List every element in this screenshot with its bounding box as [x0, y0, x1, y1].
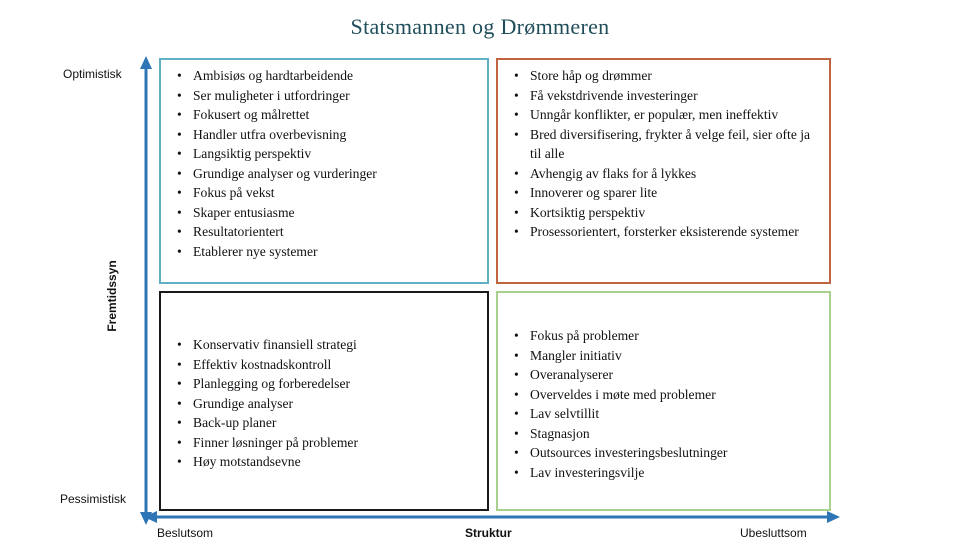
bullet-item: • Høy motstandsevne	[169, 452, 479, 472]
bullet-item: • Langsiktig perspektiv	[169, 144, 479, 164]
x-right-label: Ubesluttsom	[740, 526, 807, 540]
x-axis-title: Struktur	[465, 526, 512, 540]
bullet-item: • Outsources investeringsbeslutninger	[506, 443, 823, 463]
bullet-item: • Lav selvtillit	[506, 404, 823, 424]
x-axis-arrow-right	[827, 511, 840, 523]
bullet-item: • Innoverer og sparer lite	[506, 183, 823, 203]
bullet-item: • Unngår konflikter, er populær, men ineffektiv	[506, 105, 823, 125]
bullet-item: • Avhengig av flaks for å lykkes	[506, 164, 823, 184]
bullet-item: • Mangler initiativ	[506, 346, 823, 366]
x-left-label: Beslutsom	[157, 526, 214, 540]
bullet-item: • Konservativ finansiell strategi	[169, 335, 479, 355]
quadrant-bottom-right	[496, 291, 831, 511]
bullet-item: • Back-up planer	[169, 413, 479, 433]
bullet-item: • Fokusert og målrettet	[169, 105, 479, 125]
bullet-item: • Kortsiktig perspektiv	[506, 203, 823, 223]
bullet-item: • Planlegging og forberedelser	[169, 374, 479, 394]
bullet-item: • Fokus på vekst	[169, 183, 479, 203]
y-bottom-label: Pessimistisk	[60, 492, 127, 506]
y-axis-title: Fremtidssyn	[105, 260, 119, 332]
bullet-item: • Fokus på problemer	[506, 326, 823, 346]
quadrant-top-right	[496, 58, 831, 284]
quadrant-bottom-left	[159, 291, 489, 511]
y-axis-arrow-top	[140, 56, 152, 69]
y-top-label: Optimistisk	[63, 67, 122, 81]
bullet-item: • Prosessorientert, forsterker eksisterende systemer	[506, 222, 823, 242]
bullet-item: • Overanalyserer	[506, 365, 823, 385]
bullet-item: • Resultatorientert	[169, 222, 479, 242]
bullet-item: • Overveldes i møte med problemer	[506, 385, 823, 405]
bullet-item: • Skaper entusiasme	[169, 203, 479, 223]
diagram-title: Statsmannen og Drømmeren	[350, 14, 610, 39]
bullet-item: • Ambisiøs og hardtarbeidende	[169, 66, 479, 86]
bullet-item: • Etablerer nye systemer	[169, 242, 479, 262]
bullet-item: • Ser muligheter i utfordringer	[169, 86, 479, 106]
bullet-item: • Store håp og drømmer	[506, 66, 823, 86]
bullet-item: • Grundige analyser	[169, 394, 479, 414]
bullet-item: • Stagnasjon	[506, 424, 823, 444]
bullet-item: • Få vekstdrivende investeringer	[506, 86, 823, 106]
bullet-item: • Lav investeringsvilje	[506, 463, 823, 483]
bullet-item: • Effektiv kostnadskontroll	[169, 355, 479, 375]
quadrant-top-left	[159, 58, 489, 284]
bullet-item: • Bred diversifisering, frykter å velge feil, sier ofte ja til alle	[506, 125, 823, 164]
bullet-item: • Grundige analyser og vurderinger	[169, 164, 479, 184]
bullet-item: • Finner løsninger på problemer	[169, 433, 479, 453]
bullet-item: • Handler utfra overbevisning	[169, 125, 479, 145]
